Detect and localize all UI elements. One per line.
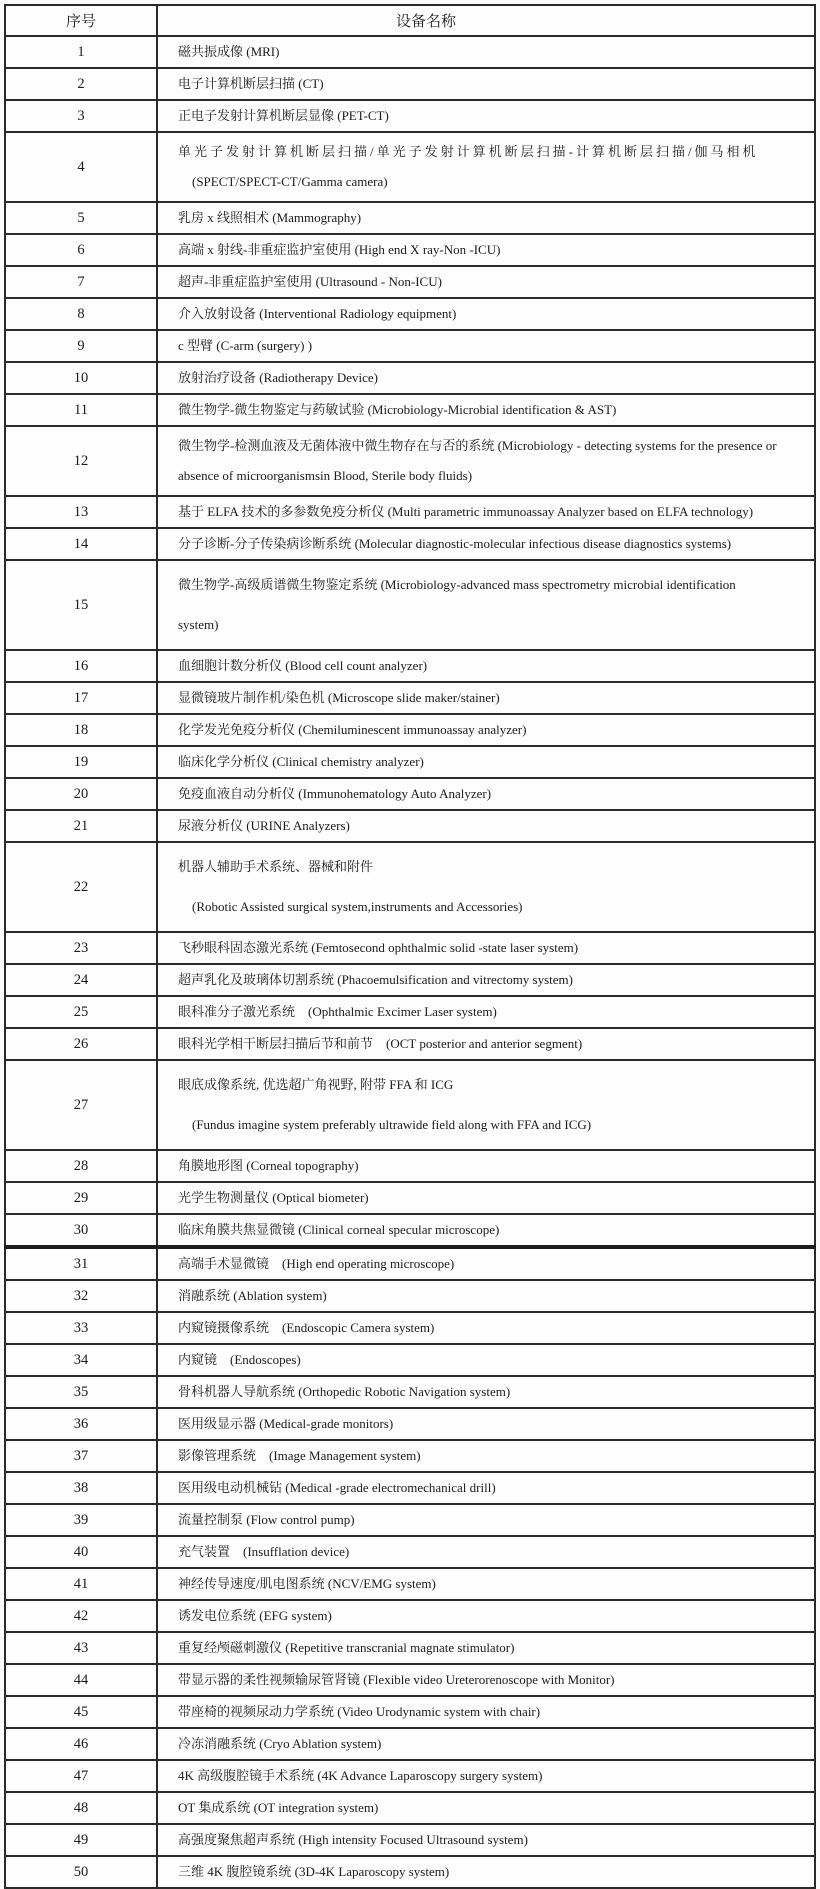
row-serial-number: 37: [5, 1440, 157, 1472]
equipment-name-cell: [157, 330, 815, 362]
col-header-serial-number: 序号: [5, 5, 157, 36]
equipment-name-cell: [157, 1728, 815, 1760]
equipment-name-line: (Fundus imagine system preferably ultrawide field along with FFA and ICG): [192, 1117, 592, 1132]
equipment-name-cell: [157, 1408, 815, 1440]
equipment-name-line: 介入放射设备 (Interventional Radiology equipment): [178, 306, 457, 321]
table-row: [5, 1028, 815, 1060]
equipment-name-line: c 型臂 (C-arm (surgery) ): [178, 338, 313, 353]
row-serial-number: 22: [5, 842, 157, 932]
equipment-name-line: 显微镜玻片制作机/染色机 (Microscope slide maker/stainer): [178, 690, 500, 705]
row-serial-number: 9: [5, 330, 157, 362]
equipment-name-line: 临床化学分析仪 (Clinical chemistry analyzer): [178, 754, 424, 769]
equipment-name-line: 影像管理系统 (Image Management system): [178, 1448, 421, 1463]
equipment-name-cell: [157, 1536, 815, 1568]
table-row: [5, 1247, 815, 1280]
row-serial-number: 36: [5, 1408, 157, 1440]
equipment-name-line: OT 集成系统 (OT integration system): [178, 1800, 379, 1815]
equipment-name-line: 带座椅的视频尿动力学系统 (Video Urodynamic system with chair): [178, 1704, 541, 1719]
equipment-name-line: 充气装置 (Insufflation device): [178, 1544, 350, 1559]
equipment-name-line: 高端手术显微镜 (High end operating microscope): [178, 1256, 455, 1271]
table-row: [5, 234, 815, 266]
equipment-name-cell: [157, 266, 815, 298]
equipment-name-cell: [157, 426, 815, 496]
table-row: [5, 132, 815, 202]
table-row: [5, 1312, 815, 1344]
row-serial-number: 4: [5, 132, 157, 202]
equipment-name-line: 基于 ELFA 技术的多参数免疫分析仪 (Multi parametric immunoassay Analyzer based on ELFA technology): [178, 504, 754, 519]
equipment-name-line: 飞秒眼科固态激光系统 (Femtosecond ophthalmic solid -state laser system): [178, 940, 579, 955]
table-row: [5, 1600, 815, 1632]
table-row: [5, 266, 815, 298]
table-row: [5, 746, 815, 778]
table-row: [5, 810, 815, 842]
equipment-name-cell: [157, 746, 815, 778]
equipment-name-cell: [157, 298, 815, 330]
row-serial-number: 38: [5, 1472, 157, 1504]
equipment-name-line: 眼底成像系统, 优选超广角视野, 附带 FFA 和 ICG: [178, 1077, 454, 1092]
equipment-name-cell: [157, 1472, 815, 1504]
row-serial-number: 44: [5, 1664, 157, 1696]
row-serial-number: 29: [5, 1182, 157, 1214]
equipment-name-line: 放射治疗设备 (Radiotherapy Device): [178, 370, 379, 385]
equipment-name-line: 电子计算机断层扫描 (CT): [178, 76, 324, 91]
equipment-name-cell: [157, 842, 815, 932]
equipment-name-line: 4K 高级腹腔镜手术系统 (4K Advance Laparoscopy surgery system): [178, 1768, 543, 1783]
equipment-name-cell: [157, 1696, 815, 1728]
row-serial-number: 33: [5, 1312, 157, 1344]
equipment-name-line: 三维 4K 腹腔镜系统 (3D-4K Laparoscopy system): [178, 1864, 450, 1879]
row-serial-number: 2: [5, 68, 157, 100]
equipment-name-cell: [157, 394, 815, 426]
equipment-name-line: 高强度聚焦超声系统 (High intensity Focused Ultrasound system): [178, 1832, 528, 1847]
table-row: [5, 1792, 815, 1824]
row-serial-number: 25: [5, 996, 157, 1028]
equipment-name-line: 医用级显示器 (Medical-grade monitors): [178, 1416, 394, 1431]
equipment-name-line: 免疫血液自动分析仪 (Immunohematology Auto Analyzer): [178, 786, 492, 801]
row-serial-number: 14: [5, 528, 157, 560]
table-row: [5, 496, 815, 528]
row-serial-number: 28: [5, 1150, 157, 1182]
equipment-name-line: (Robotic Assisted surgical system,instruments and Accessories): [192, 899, 523, 914]
row-serial-number: 20: [5, 778, 157, 810]
equipment-name-cell: [157, 714, 815, 746]
table-row: [5, 714, 815, 746]
equipment-name-line: 微生物学-高级质谱微生物鉴定系统 (Microbiology-advanced mass spectrometry microbial identification: [178, 577, 736, 592]
equipment-name-cell: [157, 1792, 815, 1824]
row-serial-number: 13: [5, 496, 157, 528]
equipment-name-line: 分子诊断-分子传染病诊断系统 (Molecular diagnostic-molecular infectious disease diagnostics systems): [178, 536, 732, 551]
equipment-name-cell: [157, 1344, 815, 1376]
row-serial-number: 7: [5, 266, 157, 298]
equipment-name-cell: [157, 560, 815, 650]
table-row: [5, 100, 815, 132]
row-serial-number: 35: [5, 1376, 157, 1408]
table-row: [5, 202, 815, 234]
equipment-name-cell: [157, 1182, 815, 1214]
table-row: [5, 1568, 815, 1600]
col-header-equipment-name: 设备名称: [157, 5, 815, 36]
equipment-name-line: 磁共振成像 (MRI): [178, 44, 280, 59]
equipment-name-line: (SPECT/SPECT-CT/Gamma camera): [192, 174, 388, 189]
equipment-name-line: 尿液分析仪 (URINE Analyzers): [178, 818, 350, 833]
equipment-name-line: 角膜地形图 (Corneal topography): [178, 1158, 359, 1173]
equipment-name-cell: [157, 1150, 815, 1182]
equipment-name-cell: [157, 778, 815, 810]
equipment-name-line: 诱发电位系统 (EFG system): [178, 1608, 332, 1623]
row-serial-number: 1: [5, 36, 157, 68]
table-row: [5, 650, 815, 682]
table-row: [5, 932, 815, 964]
equipment-name-cell: [157, 682, 815, 714]
equipment-name-line: 流量控制泵 (Flow control pump): [178, 1512, 355, 1527]
row-serial-number: 11: [5, 394, 157, 426]
equipment-name-line: 微生物学-检测血液及无菌体液中微生物存在与否的系统 (Microbiology - detecting systems for the presence or: [178, 438, 777, 453]
equipment-name-line: 血细胞计数分析仪 (Blood cell count analyzer): [178, 658, 428, 673]
row-serial-number: 41: [5, 1568, 157, 1600]
equipment-name-cell: [157, 100, 815, 132]
equipment-name-cell: [157, 650, 815, 682]
equipment-name-line: 消融系统 (Ablation system): [178, 1288, 327, 1303]
equipment-name-line: 单光子发射计算机断层扫描/单光子发射计算机断层扫描-计算机断层扫描/伽马相机: [178, 144, 759, 159]
equipment-name-cell: [157, 1600, 815, 1632]
equipment-name-line: 乳房 x 线照相术 (Mammography): [178, 210, 362, 225]
equipment-name-line: 化学发光免疫分析仪 (Chemiluminescent immunoassay analyzer): [178, 722, 527, 737]
equipment-name-cell: [157, 1280, 815, 1312]
row-serial-number: 12: [5, 426, 157, 496]
table-row: [5, 394, 815, 426]
header-row: [5, 5, 815, 36]
equipment-name-cell: [157, 1028, 815, 1060]
table-row: [5, 1214, 815, 1247]
equipment-name-line: 眼科准分子激光系统 (Ophthalmic Excimer Laser system): [178, 1004, 497, 1019]
equipment-name-cell: [157, 1664, 815, 1696]
row-serial-number: 34: [5, 1344, 157, 1376]
equipment-name-cell: [157, 964, 815, 996]
equipment-name-cell: [157, 996, 815, 1028]
equipment-name-line: 超声乳化及玻璃体切割系统 (Phacoemulsification and vitrectomy system): [178, 972, 573, 987]
equipment-name-line: 神经传导速度/肌电图系统 (NCV/EMG system): [178, 1576, 436, 1591]
equipment-name-line: 重复经颅磁刺激仪 (Repetitive transcranial magnate stimulator): [178, 1640, 515, 1655]
row-serial-number: 48: [5, 1792, 157, 1824]
equipment-name-cell: [157, 1824, 815, 1856]
equipment-name-cell: [157, 528, 815, 560]
equipment-name-cell: [157, 68, 815, 100]
equipment-name-cell: [157, 1376, 815, 1408]
table-row: [5, 1696, 815, 1728]
table-row: [5, 1150, 815, 1182]
equipment-name-cell: [157, 1312, 815, 1344]
equipment-name-line: 内窥镜摄像系统 (Endoscopic Camera system): [178, 1320, 435, 1335]
table-row: [5, 1408, 815, 1440]
equipment-name-cell: [157, 1856, 815, 1888]
row-serial-number: 50: [5, 1856, 157, 1888]
equipment-name-line: 微生物学-微生物鉴定与药敏试验 (Microbiology-Microbial identification & AST): [178, 402, 617, 417]
row-serial-number: 17: [5, 682, 157, 714]
table-row: [5, 996, 815, 1028]
row-serial-number: 21: [5, 810, 157, 842]
table-row: [5, 1182, 815, 1214]
equipment-name-line: absence of microorganismsin Blood, Sterile body fluids): [178, 468, 473, 483]
row-serial-number: 23: [5, 932, 157, 964]
equipment-name-cell: [157, 1568, 815, 1600]
table-row: [5, 298, 815, 330]
equipment-name-cell: [157, 1504, 815, 1536]
table-row: [5, 1344, 815, 1376]
equipment-name-line: 正电子发射计算机断层显像 (PET-CT): [178, 108, 389, 123]
row-serial-number: 49: [5, 1824, 157, 1856]
row-serial-number: 24: [5, 964, 157, 996]
table-row: [5, 842, 815, 932]
equipment-name-cell: [157, 1632, 815, 1664]
row-serial-number: 26: [5, 1028, 157, 1060]
equipment-name-line: 冷冻消融系统 (Cryo Ablation system): [178, 1736, 382, 1751]
row-serial-number: 6: [5, 234, 157, 266]
equipment-name-cell: [157, 202, 815, 234]
equipment-name-cell: [157, 36, 815, 68]
table-row: [5, 426, 815, 496]
row-serial-number: 39: [5, 1504, 157, 1536]
equipment-name-line: system): [178, 617, 219, 632]
table-row: [5, 560, 815, 650]
table-row: [5, 528, 815, 560]
table-row: [5, 1536, 815, 1568]
row-serial-number: 3: [5, 100, 157, 132]
equipment-name-cell: [157, 1247, 815, 1280]
table-header: [5, 5, 815, 36]
equipment-name-line: 骨科机器人导航系统 (Orthopedic Robotic Navigation system): [178, 1384, 511, 1399]
equipment-name-cell: [157, 234, 815, 266]
table-row: [5, 330, 815, 362]
equipment-name-cell: [157, 1060, 815, 1150]
table-row: [5, 36, 815, 68]
row-serial-number: 47: [5, 1760, 157, 1792]
row-serial-number: 30: [5, 1214, 157, 1247]
table-row: [5, 1504, 815, 1536]
equipment-name-cell: [157, 932, 815, 964]
equipment-name-line: 机器人辅助手术系统、器械和附件: [178, 859, 374, 874]
equipment-name-cell: [157, 496, 815, 528]
equipment-name-line: 内窥镜 (Endoscopes): [178, 1352, 301, 1367]
row-serial-number: 19: [5, 746, 157, 778]
table-row: [5, 362, 815, 394]
table-row: [5, 1856, 815, 1888]
row-serial-number: 43: [5, 1632, 157, 1664]
equipment-name-cell: [157, 1760, 815, 1792]
row-serial-number: 42: [5, 1600, 157, 1632]
table-row: [5, 1824, 815, 1856]
table-row: [5, 682, 815, 714]
table-row: [5, 778, 815, 810]
equipment-name-line: 超声-非重症监护室使用 (Ultrasound - Non-ICU): [178, 274, 442, 289]
equipment-name-line: 临床角膜共焦显微镜 (Clinical corneal specular microscope): [178, 1222, 500, 1237]
row-serial-number: 18: [5, 714, 157, 746]
row-serial-number: 10: [5, 362, 157, 394]
row-serial-number: 45: [5, 1696, 157, 1728]
table-row: [5, 1760, 815, 1792]
equipment-name-cell: [157, 1214, 815, 1247]
equipment-name-line: 医用级电动机械钻 (Medical -grade electromechanical drill): [178, 1480, 496, 1495]
table-row: [5, 1376, 815, 1408]
table-body: [5, 36, 815, 1888]
equipment-name-cell: [157, 1440, 815, 1472]
table-row: [5, 1664, 815, 1696]
row-serial-number: 32: [5, 1280, 157, 1312]
equipment-name-line: 光学生物测量仪 (Optical biometer): [178, 1190, 369, 1205]
table-row: [5, 1280, 815, 1312]
equipment-name-line: 高端 x 射线-非重症监护室使用 (High end X ray-Non -ICU): [178, 242, 501, 257]
table-row: [5, 1060, 815, 1150]
table-row: [5, 68, 815, 100]
equipment-name-line: 眼科光学相干断层扫描后节和前节 (OCT posterior and anterior segment): [178, 1036, 583, 1051]
equipment-table: [4, 4, 816, 1889]
equipment-name-cell: [157, 362, 815, 394]
row-serial-number: 16: [5, 650, 157, 682]
table-row: [5, 1472, 815, 1504]
row-serial-number: 27: [5, 1060, 157, 1150]
equipment-name-line: 带显示器的柔性视频输尿管肾镜 (Flexible video Ureterorenoscope with Monitor): [178, 1672, 615, 1687]
row-serial-number: 40: [5, 1536, 157, 1568]
row-serial-number: 46: [5, 1728, 157, 1760]
equipment-name-cell: [157, 810, 815, 842]
row-serial-number: 15: [5, 560, 157, 650]
equipment-name-cell: [157, 132, 815, 202]
row-serial-number: 31: [5, 1247, 157, 1280]
row-serial-number: 5: [5, 202, 157, 234]
table-row: [5, 1728, 815, 1760]
row-serial-number: 8: [5, 298, 157, 330]
table-row: [5, 964, 815, 996]
table-row: [5, 1632, 815, 1664]
table-row: [5, 1440, 815, 1472]
